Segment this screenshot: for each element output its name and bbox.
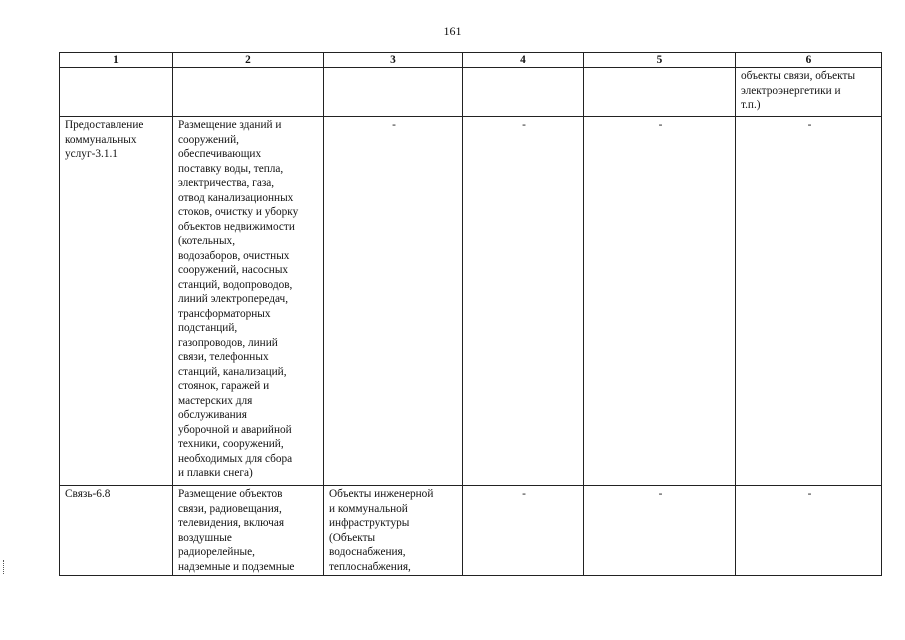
cell-description: Размещение зданий и сооружений, обеспечивающих поставку воды, тепла, электричества, газа, отвод канализационных стоков, очистку и уборку объектов недвижимости (котельных, водозаборов, очистных сооружений, насосных станций, водопроводов, линий электропередач, трансформаторных подстанций, газопроводов, линий связи, телефонных станций, канализаций, стоянок, гаражей и мастерских для обслуживания уборочной и аварийной техники, сооружений, необходимых для сбора и плавки снега) bbox=[173, 117, 324, 486]
column-header-2: 2 bbox=[173, 53, 324, 68]
cell-col6: объекты связи, объекты электроэнергетики и т.п.) bbox=[736, 68, 882, 117]
column-header-1: 1 bbox=[60, 53, 173, 68]
cell-col4: - bbox=[463, 117, 584, 486]
cell-land-use-type: Связь-6.8 bbox=[60, 486, 173, 576]
table-row-continuation bbox=[60, 68, 882, 117]
cell-col3 bbox=[324, 68, 463, 117]
scan-margin-mark bbox=[3, 560, 7, 574]
cell-land-use-type: Предоставление коммунальных услуг-3.1.1 bbox=[60, 117, 173, 486]
cell-col6: - bbox=[736, 117, 882, 486]
table-row-utilities bbox=[60, 117, 882, 486]
cell-col5: - bbox=[584, 117, 736, 486]
table-row-communications bbox=[60, 486, 882, 576]
cell-col3: Объекты инженерной и коммунальной инфраструктуры (Объекты водоснабжения, теплоснабжения, bbox=[324, 486, 463, 576]
cell-description: Размещение объектов связи, радиовещания, телевидения, включая воздушные радиорелейные, надземные и подземные bbox=[173, 486, 324, 576]
cell-land-use-type bbox=[60, 68, 173, 117]
column-header-6: 6 bbox=[736, 53, 882, 68]
column-header-5: 5 bbox=[584, 53, 736, 68]
cell-col4 bbox=[463, 68, 584, 117]
land-use-table bbox=[59, 52, 882, 576]
column-header-4: 4 bbox=[463, 53, 584, 68]
cell-col3: - bbox=[324, 117, 463, 486]
table-header-row bbox=[60, 53, 882, 68]
cell-description bbox=[173, 68, 324, 117]
cell-col5: - bbox=[584, 486, 736, 576]
page-number: 161 bbox=[443, 24, 462, 38]
cell-col6: - bbox=[736, 486, 882, 576]
cell-col5 bbox=[584, 68, 736, 117]
column-header-3: 3 bbox=[324, 53, 463, 68]
cell-col4: - bbox=[463, 486, 584, 576]
